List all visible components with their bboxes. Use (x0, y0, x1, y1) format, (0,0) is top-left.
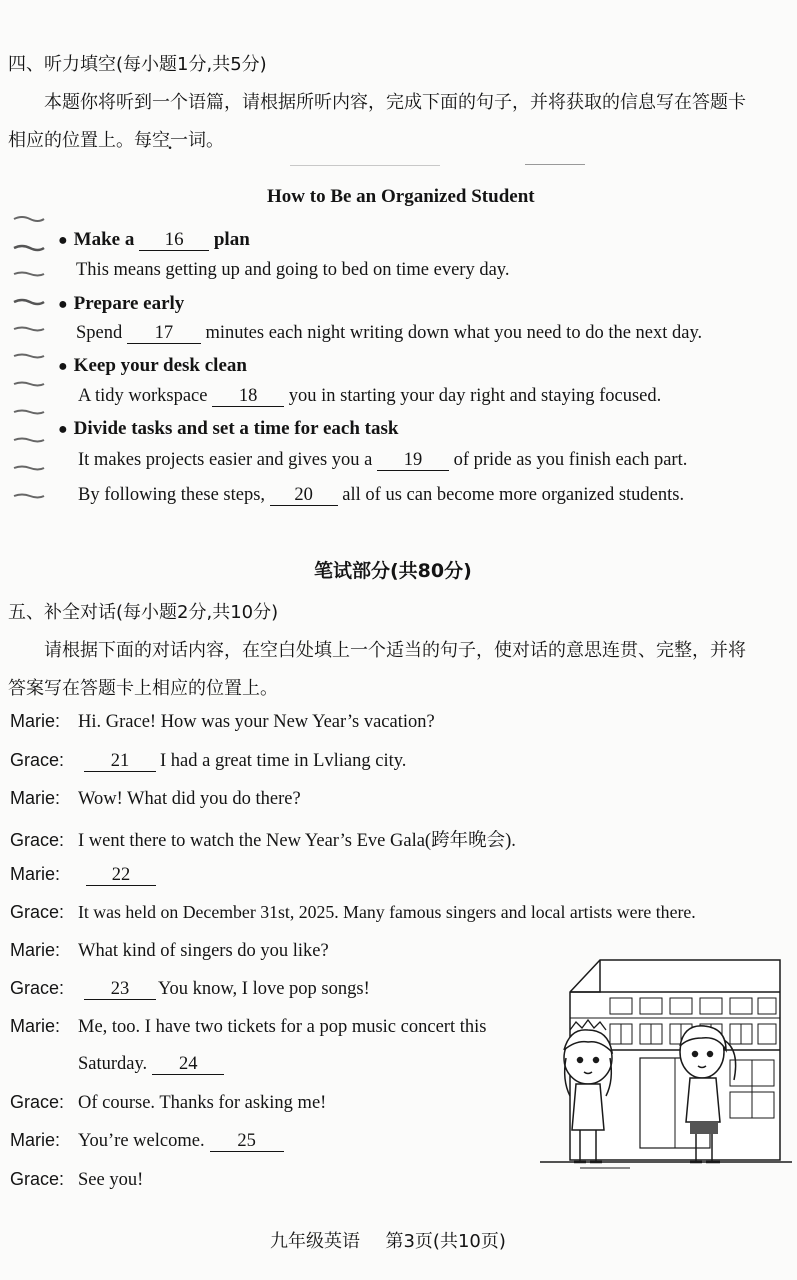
scan-artifact-line (525, 164, 585, 165)
footer-page-number: 第3页(共10页) (385, 1231, 506, 1252)
section-heading-dialogue: 五、补全对话(每小题2分,共10分) (8, 602, 279, 623)
dialogue-line: Saturday. 24 (78, 1054, 224, 1075)
page-footer (270, 1227, 506, 1253)
margin-mark (12, 325, 46, 333)
answer-blank-23[interactable]: 23 (84, 980, 156, 1000)
dialogue-line: Marie: You’re welcome. 25 (10, 1130, 284, 1152)
speaker: Grace: (10, 750, 65, 770)
bullet-body: It makes projects easier and gives you a 19 of pride as you finish each part. (78, 450, 688, 470)
margin-mark (12, 436, 46, 444)
margin-mark (12, 380, 46, 388)
dialogue-line: Grace: See you! (10, 1169, 144, 1190)
dialogue-line: Marie: Me, too. I have two tickets for a pop music concert this (10, 1016, 487, 1037)
dialogue-instruction-line-1: 请根据下面的对话内容，在空白处填上一个适当的句子，使对话的意思连贯、完整，并将 (44, 640, 746, 661)
instruction-line-1: 本题你将听到一个语篇，请根据所听内容，完成下面的句子，并将获取的信息写在答题卡 (44, 92, 746, 113)
bullet-body: Spend 17 minutes each night writing down what you need to do the next day. (76, 323, 703, 343)
speaker: Grace: (10, 1169, 65, 1189)
margin-mark (12, 464, 46, 472)
speaker: Marie: (10, 864, 61, 884)
footer-subject: 九年级英语 (270, 1231, 360, 1252)
answer-blank-21[interactable]: 21 (84, 752, 156, 772)
bullet-heading: ● Prepare early (58, 293, 185, 314)
speaker: Grace: (10, 830, 65, 850)
dialogue-line: Marie: Wow! What did you do there? (10, 788, 301, 809)
dialogue-instruction-line-2: 答案写在答题卡上相应的位置上。 (8, 678, 278, 699)
dialogue-line: Grace: Of course. Thanks for asking me! (10, 1092, 327, 1113)
bullet-body: This means getting up and going to bed on time every day. (76, 260, 510, 280)
answer-blank-17[interactable]: 17 (127, 324, 201, 344)
answer-blank-16[interactable]: 16 (139, 230, 209, 251)
margin-mark (12, 408, 46, 416)
bullet-heading: ● Divide tasks and set a time for each task (58, 418, 399, 439)
margin-mark (12, 270, 46, 278)
answer-blank-20[interactable]: 20 (270, 486, 338, 506)
answer-blank-25[interactable]: 25 (210, 1132, 284, 1152)
dialogue-line (10, 864, 156, 886)
answer-blank-19[interactable]: 19 (377, 451, 449, 471)
speaker: Grace: (10, 902, 65, 922)
bullet-heading: ● Keep your desk clean (58, 355, 247, 376)
scan-artifact-line (290, 165, 440, 166)
dialogue-line: Marie: What kind of singers do you like? (10, 940, 329, 961)
margin-mark (12, 492, 46, 500)
speaker: Grace: (10, 978, 65, 998)
speaker: Marie: (10, 940, 61, 960)
dialogue-line: Grace: I went there to watch the New Year’s Eve Gala(跨年晚会). (10, 830, 516, 851)
speaker: Marie: (10, 788, 61, 808)
margin-mark (12, 352, 46, 360)
answer-blank-22[interactable]: 22 (86, 866, 156, 886)
answer-blank-18[interactable]: 18 (212, 387, 284, 407)
illustration-school-girls (540, 950, 792, 1182)
margin-mark (12, 215, 46, 223)
speaker: Grace: (10, 1092, 65, 1112)
dialogue-line: Grace: It was held on December 31st, 2025. Many famous singers and local artists were there. (10, 902, 696, 922)
speaker: Marie: (10, 711, 61, 731)
answer-blank-24[interactable]: 24 (152, 1055, 224, 1075)
bullet-body: A tidy workspace 18 you in starting your day right and staying focused. (78, 386, 662, 406)
closing-sentence: By following these steps, 20 all of us can become more organized students. (78, 485, 685, 505)
speaker: Marie: (10, 1130, 61, 1150)
bullet-heading: ● Make a 16 plan (58, 229, 250, 250)
instruction-line-2: 相应的位置上。每空一词。 (8, 126, 224, 152)
margin-mark (12, 298, 46, 306)
dialogue-line: Marie: Hi. Grace! How was your New Year’s vacation? (10, 711, 435, 732)
written-part-heading: 笔试部分(共80分) (314, 560, 472, 582)
dialogue-line: Grace: 21 I had a great time in Lvliang city. (10, 750, 407, 771)
passage-title: How to Be an Organized Student (267, 186, 535, 207)
section-heading-listening: 四、听力填空(每小题1分,共5分) (8, 54, 267, 75)
dialogue-line: Grace: 23 You know, I love pop songs! (10, 978, 370, 999)
margin-mark (12, 244, 46, 252)
emphasis-each-blank: 每空一词 (134, 130, 206, 151)
speaker: Marie: (10, 1016, 61, 1036)
